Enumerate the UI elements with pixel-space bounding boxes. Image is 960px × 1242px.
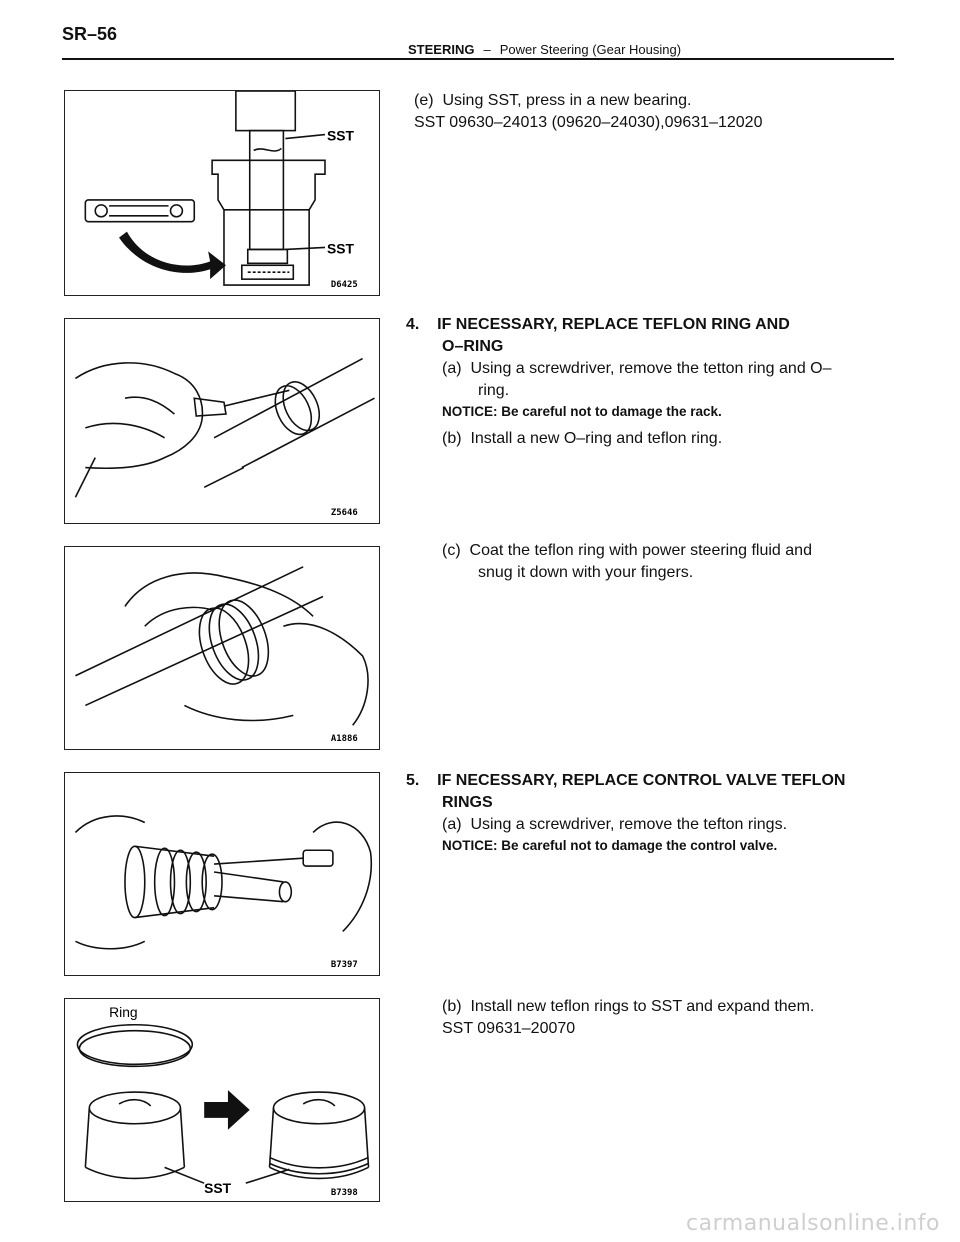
remove-teflon-ring-illustration — [65, 319, 379, 523]
figure-bearing-press — [64, 90, 380, 296]
figure-label-ring: Ring — [109, 1003, 138, 1020]
step-4-heading-cont: O–RING — [442, 338, 504, 355]
step-5b-sst: SST 09631–20070 — [442, 1020, 576, 1037]
rings-sst-illustration — [65, 999, 379, 1201]
step-5a: (a) Using a screwdriver, remove the tefton rings. — [442, 816, 788, 833]
step-4c-line2: snug it down with your fingers. — [478, 564, 694, 581]
step-5-notice: NOTICE: Be careful not to damage the control valve. — [442, 838, 778, 853]
figure-code: B7398 — [330, 1188, 358, 1199]
figure-code: B7397 — [330, 960, 358, 971]
figure-label-sst-top: SST — [326, 127, 354, 144]
figure-remove-teflon-ring — [64, 318, 380, 524]
step-4c-line1: (c) Coat the teflon ring with power steering fluid and — [442, 542, 812, 559]
page-code: SR–56 — [62, 24, 118, 44]
figure-code: Z5646 — [330, 508, 358, 519]
step-4a-line1: (a) Using a screwdriver, remove the tetton ring and O– — [442, 360, 832, 377]
step-5-heading: 5. IF NECESSARY, REPLACE CONTROL VALVE TEFLON — [406, 772, 846, 789]
step-4-heading: 4. IF NECESSARY, REPLACE TEFLON RING AND — [406, 316, 790, 333]
step-5-heading-cont: RINGS — [442, 794, 493, 811]
figure-control-valve-rings — [64, 772, 380, 976]
watermark: carmanualsonline.info — [686, 1211, 940, 1236]
control-valve-rings-illustration — [65, 773, 379, 975]
step-e-sst: SST 09630–24013 (09620–24030),09631–12020 — [414, 114, 763, 131]
step-4a-line2: ring. — [478, 382, 510, 399]
header-rule — [62, 58, 894, 60]
header-title — [408, 42, 681, 57]
section-title: STEERING — [408, 42, 475, 57]
figure-label-sst: SST — [204, 1180, 232, 1197]
step-5b-line1: (b) Install new teflon rings to SST and expand them. — [442, 998, 815, 1015]
figure-label-sst-bottom: SST — [326, 240, 354, 257]
figure-code: D6425 — [330, 280, 358, 291]
step-4-notice: NOTICE: Be careful not to damage the rack. — [442, 404, 722, 419]
header-separator: – — [483, 42, 491, 57]
bearing-press-illustration — [65, 91, 379, 295]
figure-code: A1886 — [330, 734, 358, 745]
figure-snug-teflon-ring — [64, 546, 380, 750]
step-4b: (b) Install a new O–ring and teflon ring. — [442, 430, 723, 447]
figure-rings-sst — [64, 998, 380, 1202]
subsection-title: Power Steering (Gear Housing) — [499, 42, 682, 57]
snug-teflon-ring-illustration — [65, 547, 379, 749]
step-e-line1: (e) Using SST, press in a new bearing. — [414, 92, 692, 109]
